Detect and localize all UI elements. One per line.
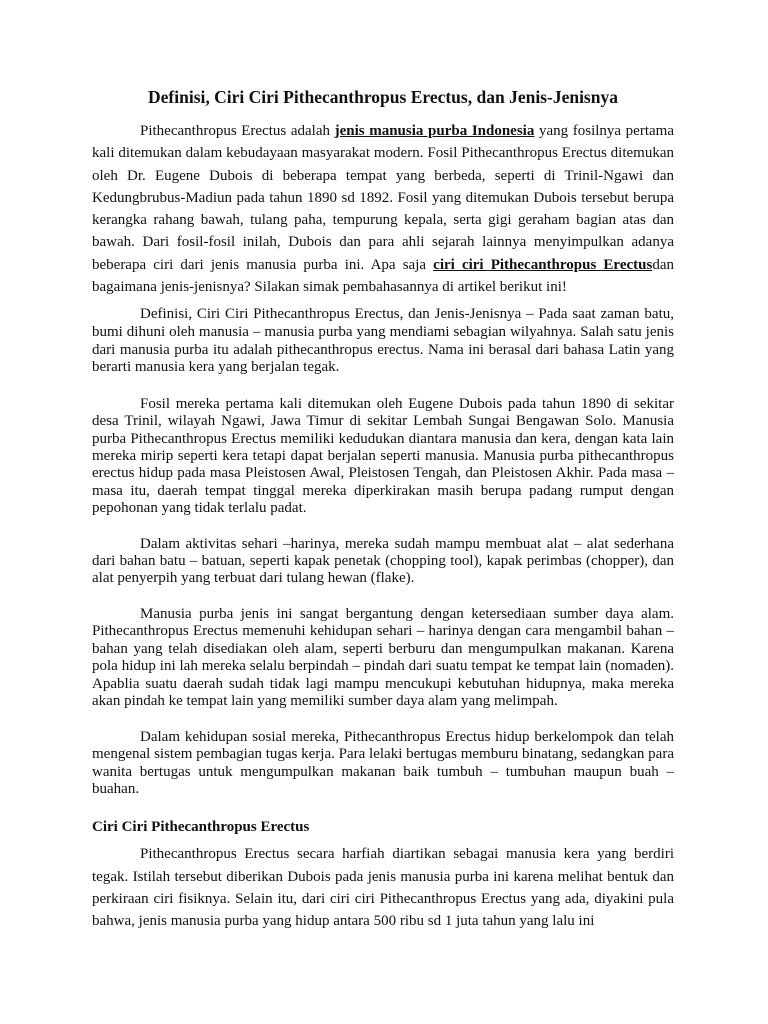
paragraph-text: Definisi, Ciri Ciri Pithecanthropus Erectus, dan Jenis-Jenisnya – Pada saat zaman batu, bumi dihuni oleh manusia – manusia purba yang mendiami sebagian wilyahnya. Salah satu jenis dari manusia purba itu adalah pithecanthropus erectus. Nama ini berasal dari bahasa Latin yang berarti manusia kera yang berjalan tegak. <box>92 306 674 376</box>
link-jenis-manusia-purba[interactable]: jenis manusia purba Indonesia <box>334 123 535 139</box>
document-page <box>92 86 674 933</box>
intro-paragraph <box>92 120 674 298</box>
paragraph-aktivitas <box>92 536 674 588</box>
intro-text-3: dan bagaimana jenis-jenisnya? Silakan simak pembahasannya di artikel berikut ini! <box>92 256 674 296</box>
section-heading: Ciri Ciri Pithecanthropus Erectus <box>92 819 310 836</box>
paragraph-text: Dalam kehidupan sosial mereka, Pithecanthropus Erectus hidup berkelompok dan telah mengenal sistem pembagian tugas kerja. Para lelaki bertugas memburu binatang, sedangkan para wanita bertugas untuk mengumpulkan makanan baik tumbuh – tumbuhan maupun buah – buahan. <box>92 728 674 798</box>
paragraph-text: Pithecanthropus Erectus secara harfiah diartikan sebagai manusia kera yang berdiri tegak. Istilah tersebut diberikan Dubois pada jenis manusia purba ini karena melihat bentuk dan perkiraan ciri fisiknya. Selain itu, dari ciri ciri Pithecanthropus Erectus yang ada, diyakini pula bahwa, jenis manusia purba yang hidup antara 500 ribu sd 1 juta tahun yang lalu ini <box>92 846 674 930</box>
document-title: Definisi, Ciri Ciri Pithecanthropus Erectus, dan Jenis-Jenisnya <box>148 87 618 107</box>
intro-text-1: Pithecanthropus Erectus adalah <box>140 123 335 139</box>
paragraph-sosial <box>92 729 674 799</box>
intro-text-2: yang fosilnya pertama kali ditemukan dalam kebudayaan masyarakat modern. Fosil Pithecanthropus Erectus ditemukan oleh Dr. Eugene Dubois di beberapa tempat yang berbeda, seperti di Trinil-Ngawi dan Kedungbrubus-Madiun pada tahun 1890 sd 1892. Fosil yang ditemukan Dubois tersebut berupa kerangka rahang bawah, tulang paha, tempurung kepala, serta gigi geraham bagian atas dan bawah. Dari fosil-fosil inilah, Dubois dan para ahli sejarah lainnya menyimpulkan adanya beberapa ciri dari jenis manusia purba ini. Apa saja <box>92 123 674 273</box>
paragraph-text: Fosil mereka pertama kali ditemukan oleh Eugene Dubois pada tahun 1890 di sekitar desa Trinil, wilayah Ngawi, Jawa Timur di sekitar Lembah Sungai Bengawan Solo. Manusia purba Pithecanthropus Erectus memiliki kedudukan diantara manusia dan kera, dengan kata lain mereka mirip seperti kera tetapi dapat berjalan seperti manusia. Manusia purba pithecanthropus erectus hidup pada masa Pleistosen Awal, Pleistosen Tengah, dan Pleistosen Akhir. Pada masa – masa itu, daerah tempat tinggal mereka diperkirakan masih berupa padang rumput dengan pepohonan yang tidak terlalu padat. <box>92 395 674 517</box>
paragraph-fosil <box>92 396 674 518</box>
link-ciri-ciri-pithecanthropus[interactable]: ciri ciri Pithecanthropus Erectus <box>433 256 653 273</box>
paragraph-text: Dalam aktivitas sehari –harinya, mereka sudah mampu membuat alat – alat sederhana dari bahan batu – batuan, seperti kapak penetak (chopping tool), kapak perimbas (chopper), dan alat penyerpih yang terbuat dari tulang hewan (flake). <box>92 535 674 587</box>
paragraph-text: Manusia purba jenis ini sangat bergantung dengan ketersediaan sumber daya alam. Pithecanthropus Erectus memenuhi kehidupan sehari – harinya dengan cara mengambil bahan – bahan yang telah disediakan oleh alam, seperti berburu dan mengumpulkan makanan. Karena pola hidup ini lah mereka selalu berpindah – pindah dari suatu tempat ke tempat lain (nomaden). Apablia suatu daerah sudah tidak lagi mampu mencukupi kebutuhan hidupnya, maka mereka akan pindah ke tempat lain yang memiliki sumber daya alam yang melimpah. <box>92 605 674 710</box>
paragraph-sumber-daya <box>92 606 674 711</box>
paragraph-ciri-ciri <box>92 843 674 932</box>
paragraph-definisi <box>92 306 674 376</box>
